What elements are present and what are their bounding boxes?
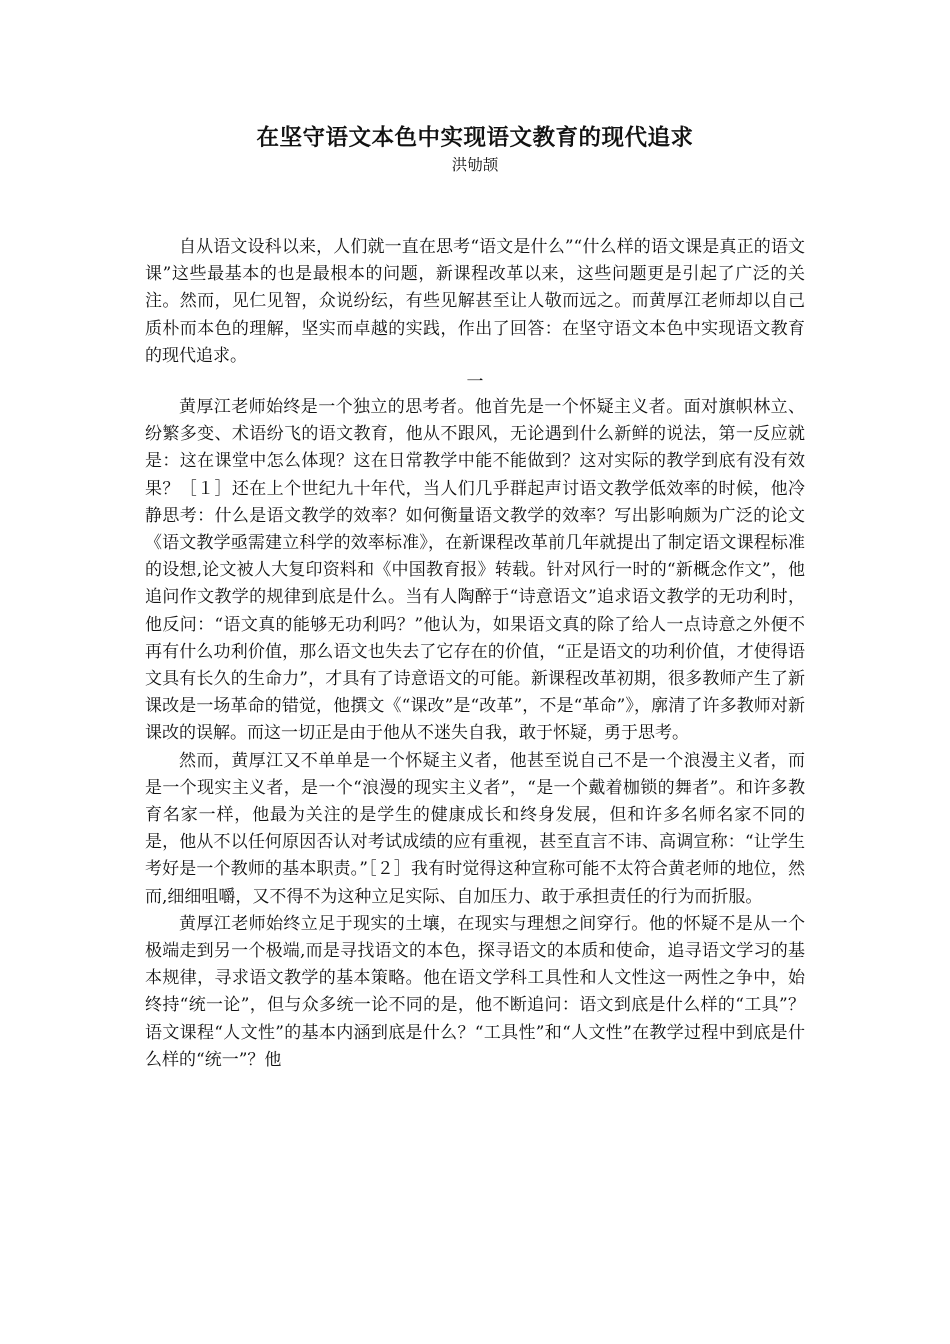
paragraph: 黄厚江老师始终是一个独立的思考者。他首先是一个怀疑主义者。面对旗帜林立、纷繁多变、术语纷飞的语文教育，他从不跟风，无论遇到什么新鲜的说法，第一反应就是：这在课堂中怎么体现？这在日常教学中能不能做到？这对实际的教学到底有没有效果？［１］还在上个世纪九十年代，当人们几乎群起声讨语文教学低效率的时候，他冷静思考：什么是语文教学的效率？如何衡量语文教学的效率？写出影响颇为广泛的论文《语文教学亟需建立科学的效率标准》，在新课程改革前几年就提出了制定语文课程标准的设想,论文被人大复印资料和《中国教育报》转载。针对风行一时的“新概念作文”，他追问作文教学的规律到底是什么。当有人陶醉于“诗意语文”追求语文教学的无功利时，他反问：“语文真的能够无功利吗？”他认为，如果语文真的除了给人一点诗意之外便不再有什么功利价值，那么语文也失去了它存在的价值，“正是语文的功利价值，才使得语文具有长久的生命力”，才具有了诗意语文的可能。新课程改革初期，很多教师产生了新课改是一场革命的错觉，他撰文《“课改”是“改革”，不是“革命”》，廓清了许多教师对新课改的误解。而这一切正是由于他从不迷失自我，敢于怀疑，勇于思考。 bbox=[145, 397, 805, 744]
paragraph: 黄厚江老师始终立足于现实的土壤，在现实与理想之间穿行。他的怀疑不是从一个极端走到另一个极端,而是寻找语文的本色，探寻语文的本质和使命，追寻语文学习的基本规律，寻求语文教学的基本策略。他在语文学科工具性和人文性这一两性之争中，始终持“统一论”，但与众多统一论不同的是，他不断追问：语文到底是什么样的“工具”？语文课程“人文性”的基本内涵到底是什么？“工具性”和“人文性”在教学过程中到底是什么样的“统一”？他 bbox=[145, 913, 805, 1070]
document-title: 在坚守语文本色中实现语文教育的现代追求 bbox=[256, 125, 694, 151]
document-author: 洪劬颉 bbox=[451, 156, 499, 174]
document-body bbox=[145, 234, 805, 1074]
paragraph: 然而，黄厚江又不单单是一个怀疑主义者，他甚至说自己不是一个浪漫主义者，而是一个现实主义者，是一个“浪漫的现实主义者”，“是一个戴着枷锁的舞者”。和许多教育名家一样，他最为关注的是学生的健康成长和终身发展，但和许多名师名家不同的是，他从不以任何原因否认对考试成绩的应有重视，甚至直言不讳、高调宣称：“让学生考好是一个教师的基本职责。”［２］我有时觉得这种宣称可能不太符合黄老师的地位，然而,细细咀嚼，又不得不为这种立足实际、自加压力、敢于承担责任的行为而折服。 bbox=[145, 750, 805, 907]
section-marker: 一 bbox=[466, 372, 484, 393]
paragraph-intro: 自从语文设科以来，人们就一直在思考“语文是什么”“什么样的语文课是真正的语文课”这些最基本的也是最根本的问题，新课程改革以来，这些问题更是引起了广泛的关注。然而，见仁见智，众说纷纭，有些见解甚至让人敬而远之。而黄厚江老师却以自己质朴而本色的理解，坚实而卓越的实践，作出了回答：在坚守语文本色中实现语文教育的现代追求。 bbox=[145, 237, 805, 366]
document-page bbox=[145, 120, 805, 1074]
